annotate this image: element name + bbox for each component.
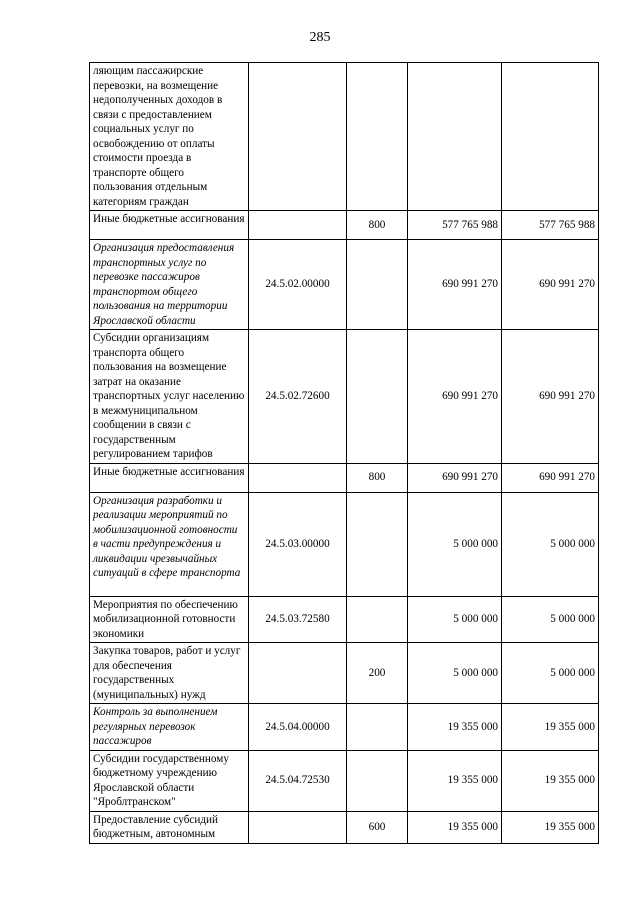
- expense-type-cell: [347, 240, 408, 330]
- amount-cell: 577 765 988: [408, 211, 502, 240]
- table-row: [90, 463, 599, 492]
- amount-cell: 690 991 270: [408, 463, 502, 492]
- table-row: [90, 63, 599, 211]
- expense-type-cell: [347, 596, 408, 643]
- expense-type-cell: 600: [347, 811, 408, 843]
- name-cell: Контроль за выполнением регулярных перевозок пассажиров: [90, 704, 249, 751]
- expense-type-cell: [347, 704, 408, 751]
- expense-type-cell: [347, 330, 408, 464]
- name-cell: ляющим пассажирские перевозки, на возмещение недополученных доходов в связи с предоставлением социальных услуг по освобождению от оплаты стоимости проезда в транспорте общего пользования отдельным категориям граждан: [90, 63, 249, 211]
- expense-type-cell: [347, 63, 408, 211]
- code-cell: [249, 811, 347, 843]
- expense-type-cell: [347, 750, 408, 811]
- amount-cell: 690 991 270: [502, 463, 599, 492]
- amount-cell: 19 355 000: [502, 704, 599, 751]
- amount-cell: 577 765 988: [502, 211, 599, 240]
- amount-cell: 690 991 270: [502, 240, 599, 330]
- name-cell: Мероприятия по обеспечению мобилизационной готовности экономики: [90, 596, 249, 643]
- name-cell: Субсидии организациям транспорта общего пользования на возмещение затрат на оказание транспортных услуг населению в межмуниципальном сообщении в связи с государственным регулированием тарифов: [90, 330, 249, 464]
- code-cell: 24.5.02.72600: [249, 330, 347, 464]
- table-row: [90, 596, 599, 643]
- expense-type-cell: [347, 492, 408, 596]
- expense-type-cell: 200: [347, 643, 408, 704]
- table-row: [90, 643, 599, 704]
- table-row: [90, 750, 599, 811]
- amount-cell: 5 000 000: [408, 596, 502, 643]
- amount-cell: 19 355 000: [408, 704, 502, 751]
- code-cell: 24.5.03.00000: [249, 492, 347, 596]
- amount-cell: 5 000 000: [502, 596, 599, 643]
- amount-cell: 19 355 000: [502, 750, 599, 811]
- code-cell: [249, 463, 347, 492]
- name-cell: Закупка товаров, работ и услуг для обеспечения государственных (муниципальных) нужд: [90, 643, 249, 704]
- budget-table-body: [90, 63, 599, 844]
- amount-cell: 690 991 270: [408, 330, 502, 464]
- table-row: [90, 492, 599, 596]
- name-cell: Иные бюджетные ассигнования: [90, 463, 249, 492]
- amount-cell: 19 355 000: [408, 750, 502, 811]
- code-cell: [249, 63, 347, 211]
- amount-cell: 5 000 000: [408, 643, 502, 704]
- table-row: [90, 330, 599, 464]
- table-row: [90, 811, 599, 843]
- table-row: [90, 704, 599, 751]
- table-row: [90, 240, 599, 330]
- amount-cell: 5 000 000: [502, 492, 599, 596]
- page-number: 285: [309, 30, 331, 45]
- code-cell: [249, 211, 347, 240]
- code-cell: 24.5.02.00000: [249, 240, 347, 330]
- name-cell: Предоставление субсидий бюджетным, автономным: [90, 811, 249, 843]
- code-cell: 24.5.04.00000: [249, 704, 347, 751]
- expense-type-cell: 800: [347, 463, 408, 492]
- amount-cell: 5 000 000: [408, 492, 502, 596]
- code-cell: 24.5.04.72530: [249, 750, 347, 811]
- amount-cell: 690 991 270: [408, 240, 502, 330]
- amount-cell: [408, 63, 502, 211]
- name-cell: Субсидии государственному бюджетному учреждению Ярославской области "Яроблтранском": [90, 750, 249, 811]
- expense-type-cell: 800: [347, 211, 408, 240]
- table-row: [90, 211, 599, 240]
- amount-cell: 690 991 270: [502, 330, 599, 464]
- budget-table: [89, 62, 599, 844]
- code-cell: 24.5.03.72580: [249, 596, 347, 643]
- name-cell: Организация предоставления транспортных услуг по перевозке пассажиров транспортом общего пользования на территории Ярославской области: [90, 240, 249, 330]
- amount-cell: 19 355 000: [408, 811, 502, 843]
- name-cell: Иные бюджетные ассигнования: [90, 211, 249, 240]
- amount-cell: 19 355 000: [502, 811, 599, 843]
- name-cell: Организация разработки и реализации мероприятий по мобилизационной готовности в части предупреждения и ликвидации чрезвычайных ситуаций в сфере транспорта: [90, 492, 249, 596]
- amount-cell: [502, 63, 599, 211]
- amount-cell: 5 000 000: [502, 643, 599, 704]
- code-cell: [249, 643, 347, 704]
